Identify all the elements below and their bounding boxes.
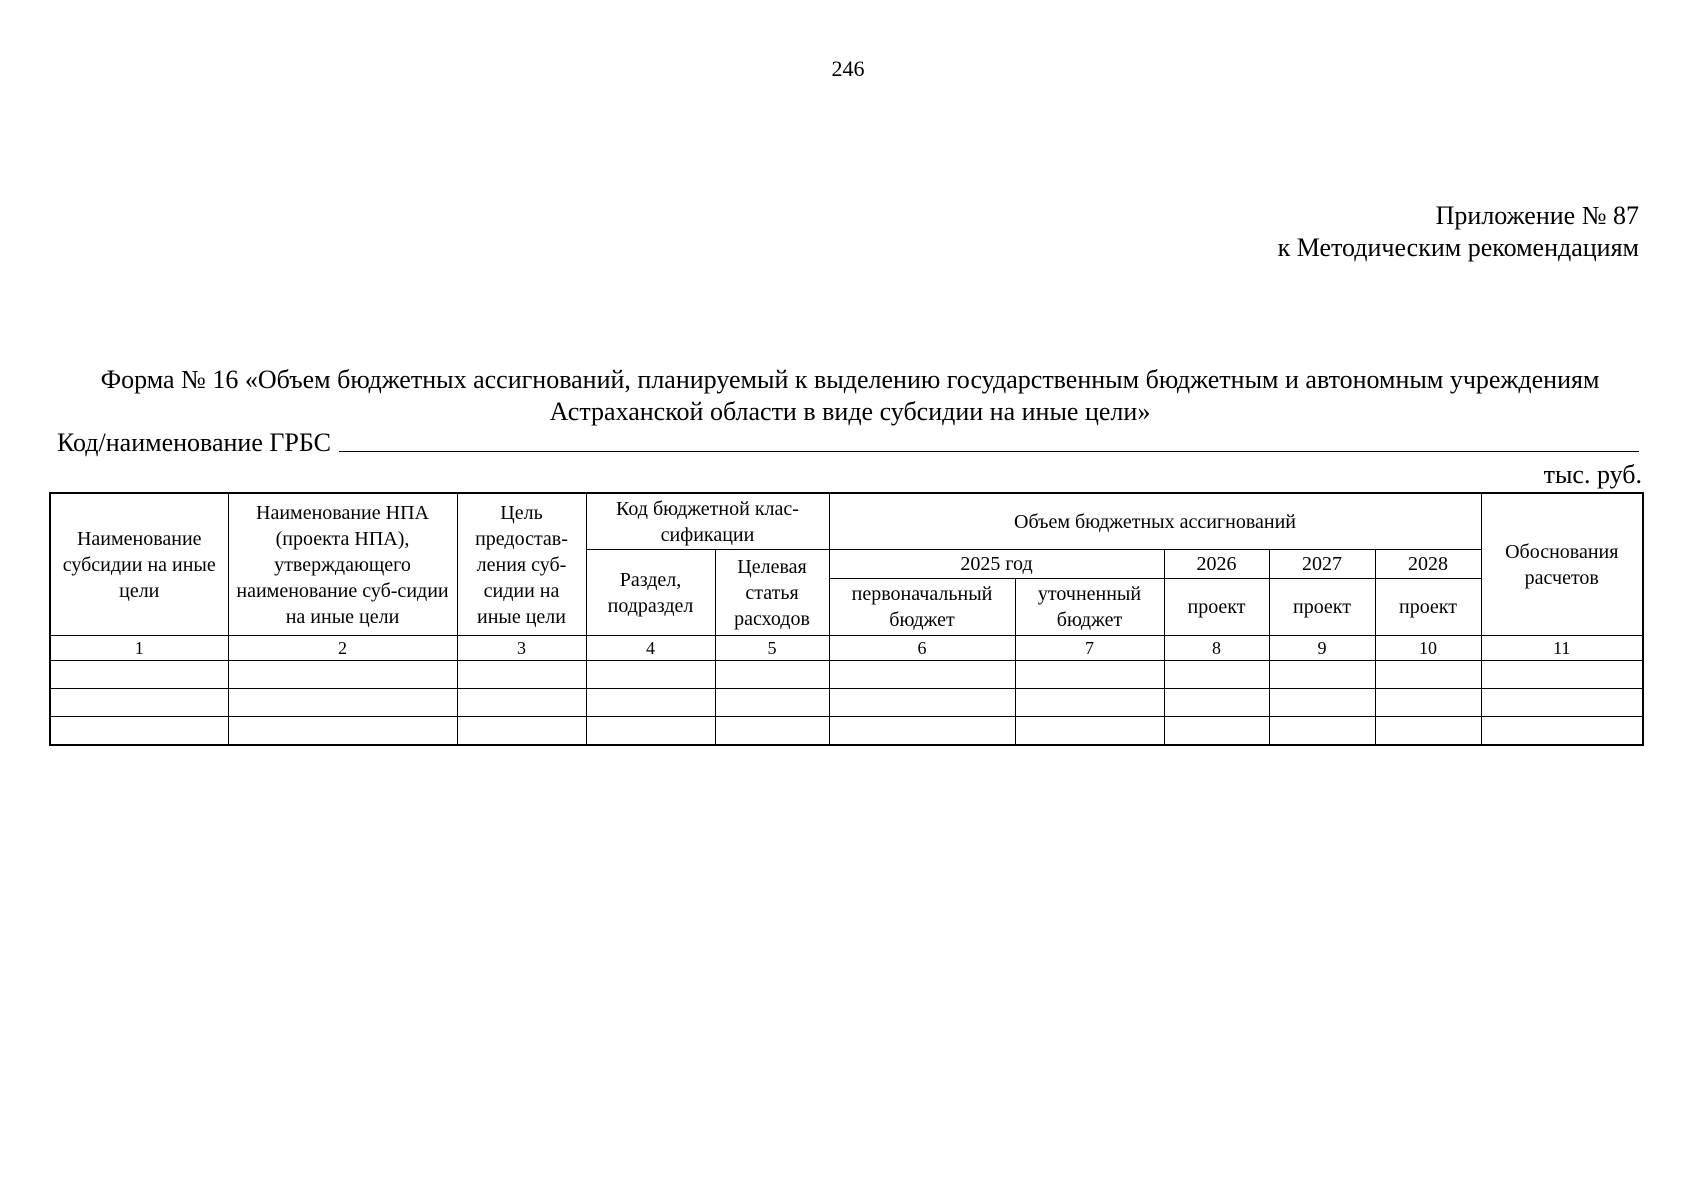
table-cell [586, 661, 715, 689]
units-label: тыс. руб. [1543, 460, 1642, 489]
table-cell [715, 717, 829, 746]
table-cell [1375, 689, 1481, 717]
table-cell [586, 689, 715, 717]
column-number: 7 [1015, 636, 1164, 661]
column-number: 8 [1164, 636, 1269, 661]
table-row [50, 717, 1643, 746]
column-number: 2 [228, 636, 457, 661]
table-cell [1481, 689, 1643, 717]
column-number: 9 [1269, 636, 1375, 661]
header-justification: Обоснования расчетов [1481, 493, 1643, 636]
header-section: Раздел, подраздел [586, 550, 715, 636]
table-cell [50, 717, 228, 746]
header-year-2026: 2026 [1164, 550, 1269, 579]
header-year-2027: 2027 [1269, 550, 1375, 579]
table-cell [50, 689, 228, 717]
header-target-article: Целевая статья расходов [715, 550, 829, 636]
header-project-2027: проект [1269, 579, 1375, 636]
table-cell [1015, 717, 1164, 746]
column-number: 6 [829, 636, 1015, 661]
table-cell [1015, 661, 1164, 689]
table-cell [1164, 689, 1269, 717]
table-cell [228, 661, 457, 689]
header-year-2028: 2028 [1375, 550, 1481, 579]
column-number: 4 [586, 636, 715, 661]
table-cell [228, 689, 457, 717]
budget-form-table [49, 492, 1644, 746]
header-volume: Объем бюджетных ассигнований [829, 493, 1481, 550]
table-cell [829, 717, 1015, 746]
table-row [50, 661, 1643, 689]
header-npa-name: Наименование НПА (проекта НПА), утверждающего наименование суб-сидии на иные цели [228, 493, 457, 636]
header-budget-code: Код бюджетной клас-сификации [586, 493, 829, 550]
column-number: 10 [1375, 636, 1481, 661]
table-cell [1269, 661, 1375, 689]
header-project-2026: проект [1164, 579, 1269, 636]
table-cell [228, 717, 457, 746]
appendix-subtitle: к Методическим рекомендациям [1277, 233, 1639, 262]
grbs-fill-line [339, 450, 1639, 452]
appendix-reference [1278, 200, 1639, 264]
header-year-2025: 2025 год [829, 550, 1164, 579]
table-cell [829, 661, 1015, 689]
table-cell [1164, 661, 1269, 689]
column-number: 1 [50, 636, 228, 661]
column-number-row [50, 636, 1643, 661]
table-cell [457, 717, 586, 746]
header-purpose: Цель предостав-ления суб-сидии на иные цели [457, 493, 586, 636]
form-title: Форма № 16 «Объем бюджетных ассигнований, планируемый к выделению государственным бюджетным и автономным учреждениям Астраханской области в виде субсидии на иные цели» [100, 365, 1600, 426]
table-cell [715, 661, 829, 689]
table-cell [1375, 661, 1481, 689]
table-cell [1269, 717, 1375, 746]
table-cell [50, 661, 228, 689]
header-revised-budget: уточненный бюджет [1015, 579, 1164, 636]
table-cell [1375, 717, 1481, 746]
table-row [50, 689, 1643, 717]
table-cell [829, 689, 1015, 717]
table-cell [457, 689, 586, 717]
table-cell [1481, 717, 1643, 746]
table-cell [715, 689, 829, 717]
table-cell [457, 661, 586, 689]
header-initial-budget: первоначальный бюджет [829, 579, 1015, 636]
column-number: 5 [715, 636, 829, 661]
table-cell [1481, 661, 1643, 689]
table-cell [1164, 717, 1269, 746]
table-cell [586, 717, 715, 746]
header-subsidy-name: Наименование субсидии на иные цели [50, 493, 228, 636]
header-project-2028: проект [1375, 579, 1481, 636]
column-number: 11 [1481, 636, 1643, 661]
grbs-label: Код/наименование ГРБС [57, 428, 331, 457]
table-cell [1015, 689, 1164, 717]
table-cell [1269, 689, 1375, 717]
grbs-field [57, 428, 1639, 458]
appendix-number: Приложение № 87 [1435, 201, 1639, 230]
column-number: 3 [457, 636, 586, 661]
page-number: 246 [831, 56, 865, 81]
